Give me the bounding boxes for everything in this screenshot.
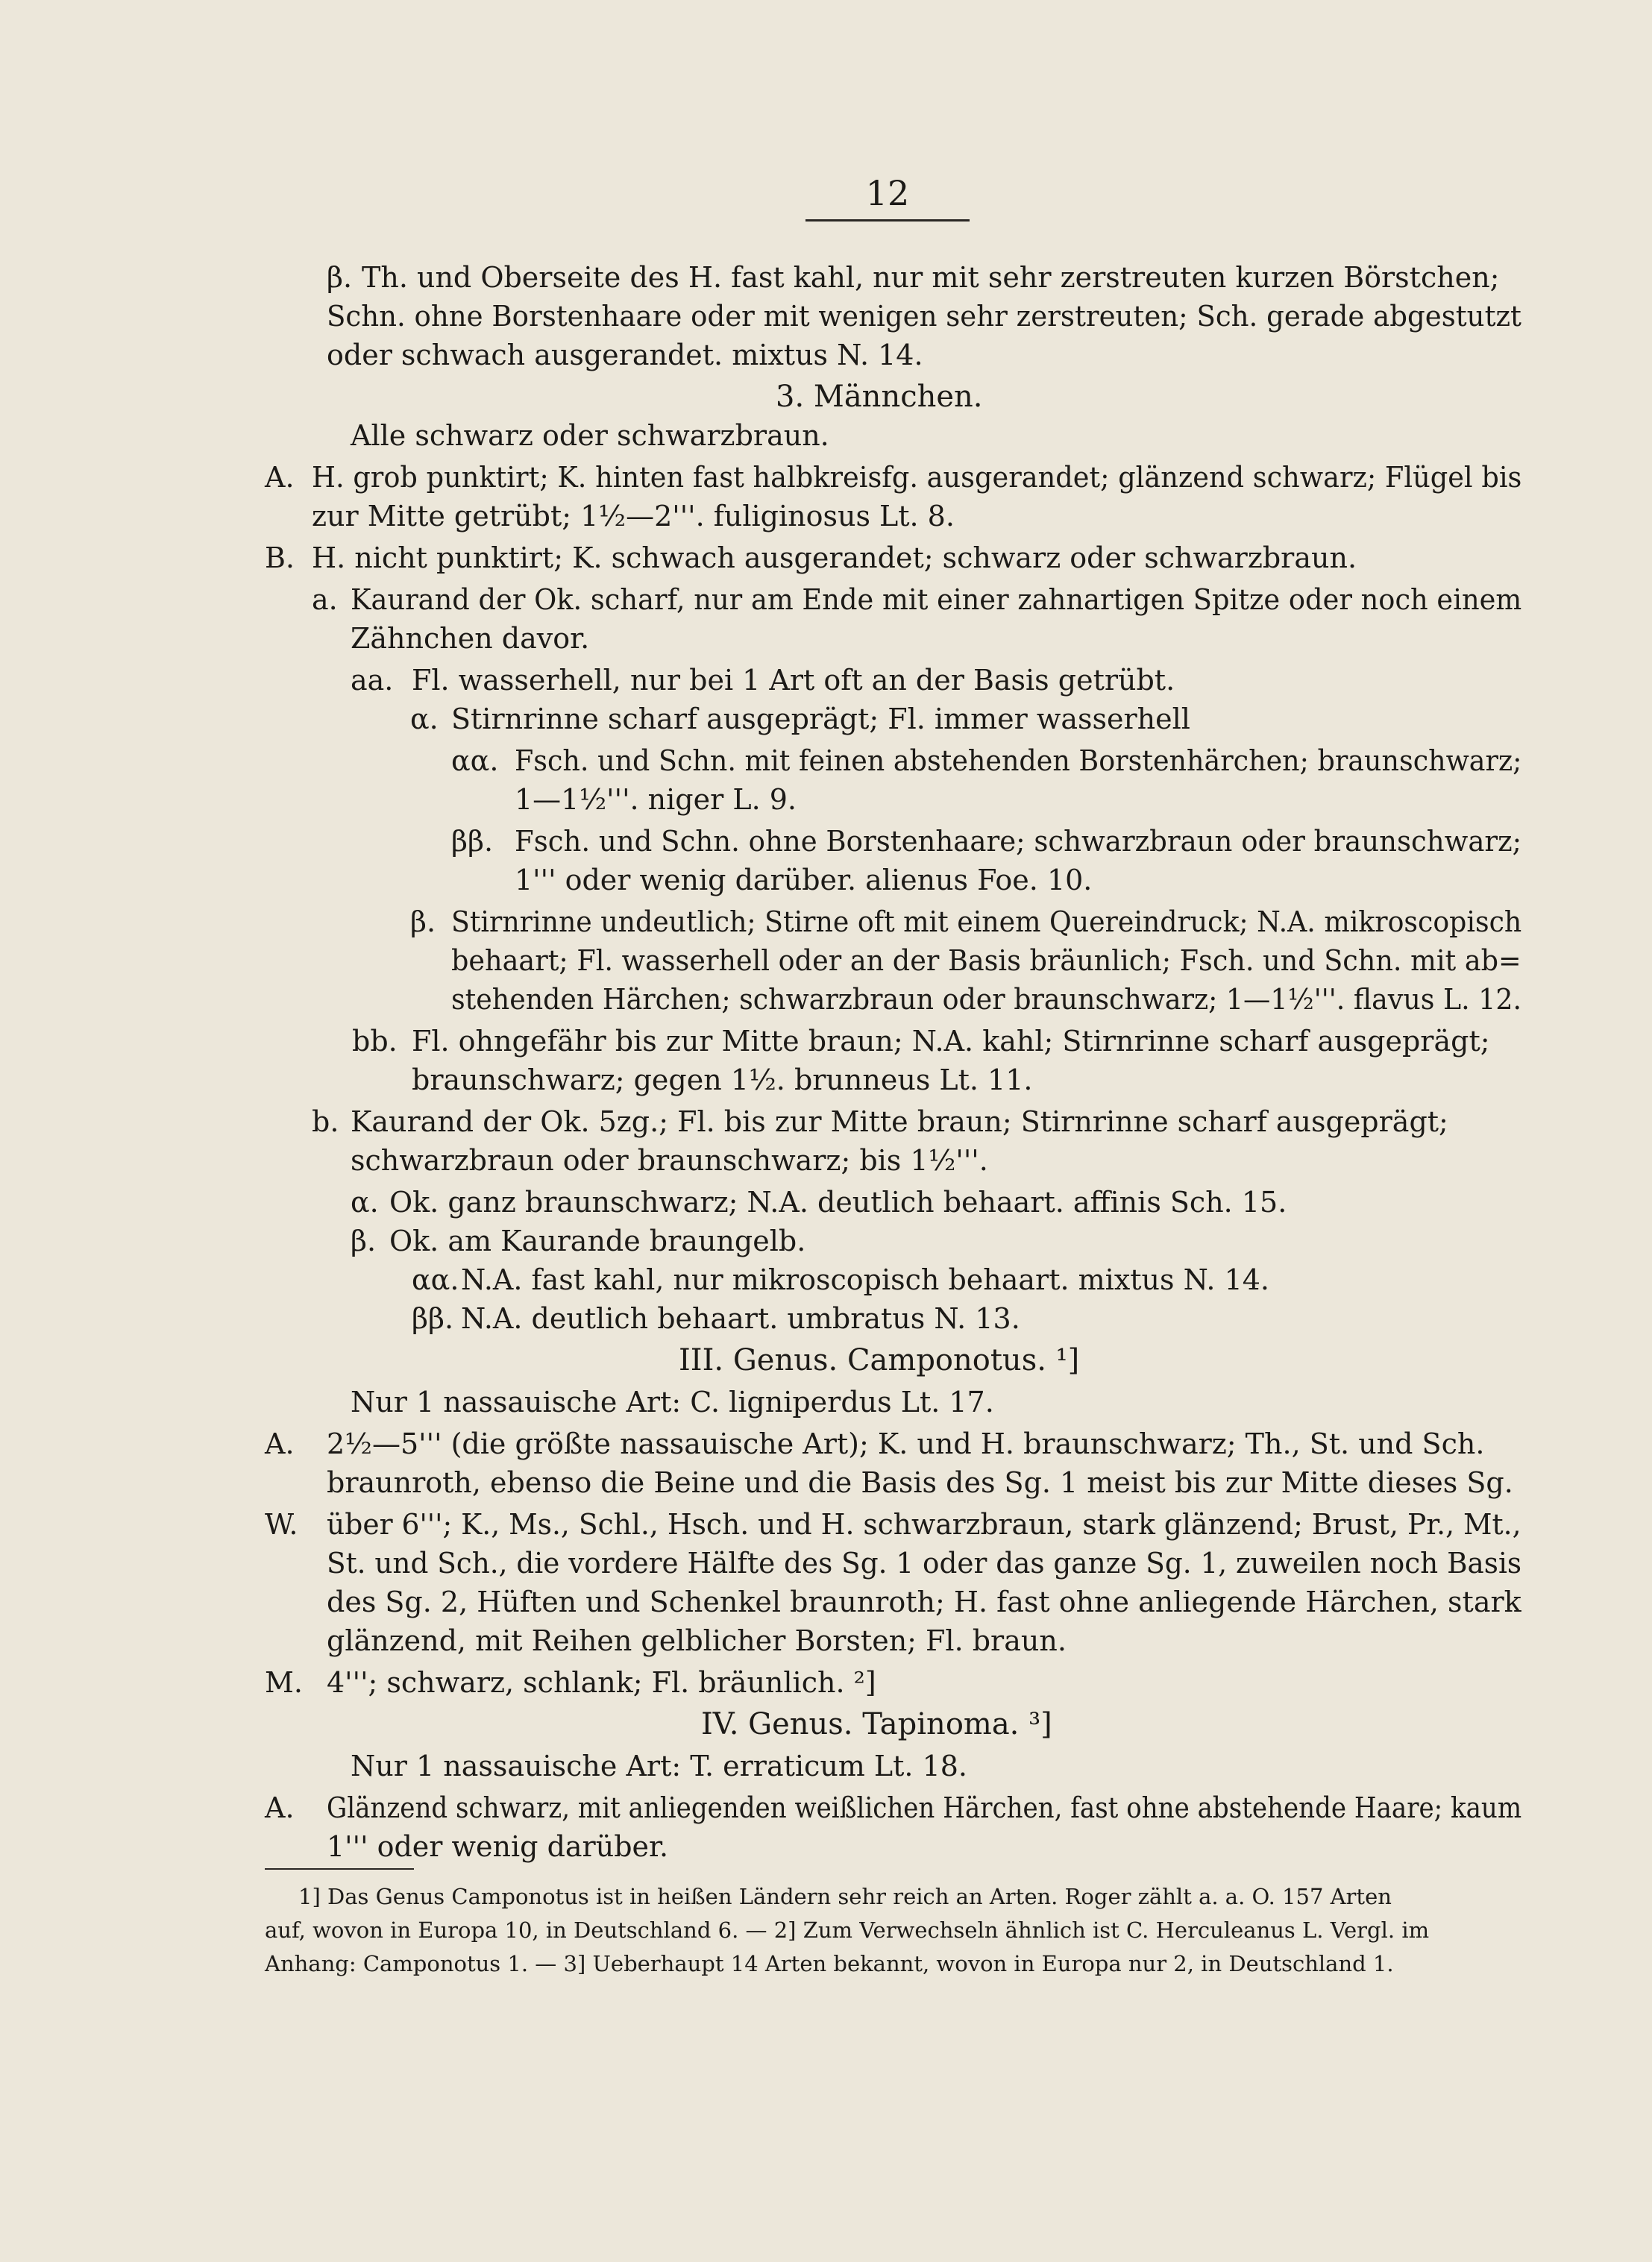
footnote-line: Anhang: Camponotus 1. — 3] Ueberhaupt 14 Arten bekannt, wovon in Europa nur 2, in Deutschland 1. <box>265 1951 1394 1976</box>
text-line: braunschwarz; gegen 1½. brunneus Lt. 11. <box>412 1064 1033 1096</box>
text-line: 1''' oder wenig darüber. <box>327 1830 669 1863</box>
text-line: 2½—5''' (die größte nassauische Art); K. und H. braunschwarz; Th., St. und Sch. <box>327 1427 1485 1460</box>
line-label: αα. <box>412 1263 459 1296</box>
line-label: M. <box>265 1666 303 1699</box>
text-line: zur Mitte getrübt; 1½—2'''. fuliginosus Lt. 8. <box>312 500 955 532</box>
text-line: Fl. wasserhell, nur bei 1 Art oft an der Basis getrübt. <box>412 664 1175 697</box>
text-line: Fl. ohngefähr bis zur Mitte braun; N.A. kahl; Stirnrinne scharf ausgeprägt; <box>412 1025 1490 1058</box>
footnote-rule <box>265 1868 414 1870</box>
line-label: W. <box>265 1508 298 1541</box>
line-label: β. <box>351 1225 377 1257</box>
text-line: Alle schwarz oder schwarzbraun. <box>351 419 829 452</box>
text-line: 1—1½'''. niger L. 9. <box>515 783 797 816</box>
text-line: 1''' oder wenig darüber. alienus Foe. 10. <box>515 864 1093 896</box>
text-line: Fsch. und Schn. ohne Borstenhaare; schwarzbraun oder braunschwarz; <box>515 825 1522 858</box>
line-label: αα. <box>451 744 499 777</box>
text-line: Schn. ohne Borstenhaare oder mit wenigen sehr zerstreuten; Sch. gerade abgestutzt <box>327 300 1521 333</box>
text-line: H. grob punktirt; K. hinten fast halbkreisfg. ausgerandet; glänzend schwarz; Flügel bis <box>312 461 1522 494</box>
line-label: bb. <box>352 1025 398 1058</box>
line-label: aa. <box>351 664 394 697</box>
line-label: A. <box>265 1427 295 1460</box>
text-line: Stirnrinne scharf ausgeprägt; Fl. immer wasserhell <box>451 703 1190 735</box>
page-number-rule <box>805 219 970 222</box>
line-label: β. <box>410 905 436 938</box>
text-line: behaart; Fl. wasserhell oder an der Basis bräunlich; Fsch. und Schn. mit ab= <box>451 944 1521 977</box>
line-label: B. <box>265 541 295 574</box>
text-line: Ok. ganz braunschwarz; N.A. deutlich behaart. affinis Sch. 15. <box>389 1186 1287 1219</box>
text-line: Glänzend schwarz, mit anliegenden weißlichen Härchen, fast ohne abstehende Haare; kaum <box>327 1791 1522 1824</box>
text-line: über 6'''; K., Ms., Schl., Hsch. und H. schwarzbraun, stark glänzend; Brust, Pr., Mt., <box>327 1508 1521 1541</box>
footnote-line: 1] Das Genus Camponotus ist in heißen Ländern sehr reich an Arten. Roger zählt a. a. O. 157 Arten <box>298 1884 1392 1909</box>
text-line: glänzend, mit Reihen gelblicher Borsten; Fl. braun. <box>327 1624 1067 1657</box>
page-number: 12 <box>865 173 910 213</box>
line-label: A. <box>265 1791 295 1824</box>
text-line: H. nicht punktirt; K. schwach ausgerandet; schwarz oder schwarzbraun. <box>312 541 1357 574</box>
line-label: ββ. <box>412 1302 454 1335</box>
text-line: N.A. fast kahl, nur mikroscopisch behaart. mixtus N. 14. <box>461 1263 1270 1296</box>
line-label: a. <box>312 583 338 616</box>
text-line: Th. und Oberseite des H. fast kahl, nur mit sehr zerstreuten kurzen Börstchen; <box>362 261 1500 294</box>
text-line: Ok. am Kaurande braungelb. <box>389 1225 806 1257</box>
genus-heading: IV. Genus. Tapinoma. ³] <box>701 1707 1052 1741</box>
text-line: schwarzbraun oder braunschwarz; bis 1½'''. <box>351 1144 988 1177</box>
section-heading: 3. Männchen. <box>776 380 983 414</box>
text-line: Fsch. und Schn. mit feinen abstehenden Borstenhärchen; braunschwarz; <box>515 744 1522 777</box>
footnote-line: auf, wovon in Europa 10, in Deutschland 6. — 2] Zum Verwechseln ähnlich ist C. Herculeanus L. Vergl. im <box>265 1917 1430 1943</box>
text-line: Kaurand der Ok. 5zg.; Fl. bis zur Mitte braun; Stirnrinne scharf ausgeprägt; <box>351 1105 1448 1138</box>
genus-heading: III. Genus. Camponotus. ¹] <box>679 1343 1080 1377</box>
text-line: N.A. deutlich behaart. umbratus N. 13. <box>461 1302 1020 1335</box>
text-line: des Sg. 2, Hüften und Schenkel braunroth; H. fast ohne anliegende Härchen, stark <box>327 1586 1521 1618</box>
line-label: α. <box>410 703 439 735</box>
text-line: 4'''; schwarz, schlank; Fl. bräunlich. ²] <box>327 1666 876 1699</box>
text-line: oder schwach ausgerandet. mixtus N. 14. <box>327 339 923 371</box>
text-line: Zähnchen davor. <box>351 622 590 655</box>
text-line: Stirnrinne undeutlich; Stirne oft mit einem Quereindruck; N.A. mikroscopisch <box>451 905 1522 938</box>
line-label: b. <box>312 1105 339 1138</box>
line-label: β. <box>327 261 353 294</box>
text-line: St. und Sch., die vordere Hälfte des Sg. 1 oder das ganze Sg. 1, zuweilen noch Basis <box>327 1547 1522 1580</box>
text-line: Nur 1 nassauische Art: C. ligniperdus Lt. 17. <box>351 1386 994 1419</box>
line-label: α. <box>351 1186 379 1219</box>
line-label: A. <box>265 461 295 494</box>
line-label: ββ. <box>451 825 494 858</box>
text-line: braunroth, ebenso die Beine und die Basis des Sg. 1 meist bis zur Mitte dieses Sg. <box>327 1466 1513 1499</box>
text-line: Kaurand der Ok. scharf, nur am Ende mit einer zahnartigen Spitze oder noch einem <box>351 583 1522 616</box>
text-line: stehenden Härchen; schwarzbraun oder braunschwarz; 1—1½'''. flavus L. 12. <box>451 983 1522 1016</box>
text-line: Nur 1 nassauische Art: T. erraticum Lt. 18. <box>351 1750 968 1782</box>
